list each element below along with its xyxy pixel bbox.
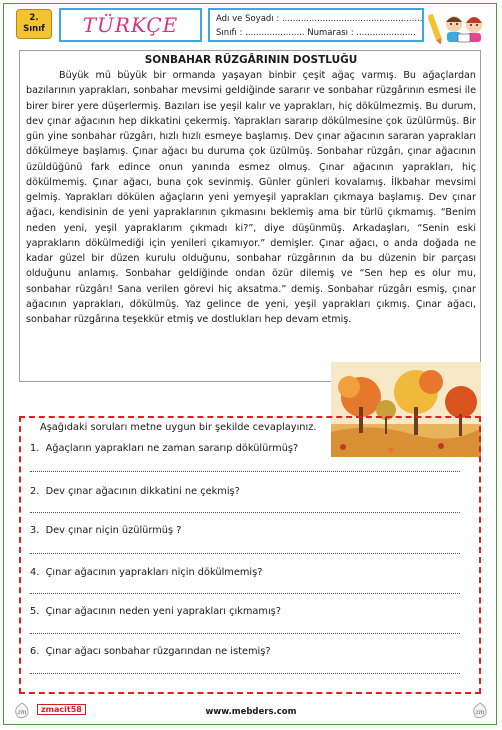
footer-url[interactable]: www.mebders.com (205, 707, 297, 717)
answer-line-6[interactable] (30, 673, 460, 674)
question-number: 1. (30, 443, 40, 454)
question-number: 5. (30, 606, 40, 617)
question-text: Ağaçların yaprakları ne zaman sararıp dökülürmüş? (45, 443, 299, 454)
question-text: Dev çınar niçin üzülürmüş ? (45, 525, 182, 536)
question-text: Çınar ağacı sonbahar rüzgarından ne istemiş? (45, 646, 271, 657)
question-text: Çınar ağacının yaprakları niçin dökülmemiş? (45, 567, 263, 578)
question-number: 2. (30, 486, 40, 497)
answer-line-5[interactable] (30, 633, 460, 634)
question-4 (30, 567, 262, 578)
question-1 (30, 443, 298, 454)
answer-line-2[interactable] (30, 512, 460, 513)
name-field-label: Adı ve Soyadı : .................................................... (216, 14, 423, 24)
subject-title-box (59, 8, 202, 42)
zm-logo-text: zm (17, 709, 27, 716)
question-number: 3. (30, 525, 40, 536)
grade-word: Sınıf (23, 24, 45, 34)
zm-logo-text: zm (475, 709, 485, 716)
question-6 (30, 646, 271, 657)
subject-title: TÜRKÇE (82, 13, 179, 37)
answer-line-3[interactable] (30, 553, 460, 554)
question-text: Çınar ağacının neden yeni yaprakları çıkmamış? (45, 606, 281, 617)
pencil-kids-illustration-icon (428, 6, 490, 44)
grade-number: 2. (29, 13, 39, 23)
class-number-field-label: Sınıfı : ...................... Numarası : ...................... (216, 28, 416, 38)
question-number: 4. (30, 567, 40, 578)
answer-line-1[interactable] (30, 471, 460, 472)
passage-title: SONBAHAR RÜZGÂRININ DOSTLUĞU (144, 54, 358, 66)
question-text: Dev çınar ağacının dikkatini ne çekmiş? (45, 486, 240, 497)
passage-text (26, 68, 476, 327)
zm-logo-icon-right (472, 702, 488, 720)
answer-line-4[interactable] (30, 593, 460, 594)
student-info-box (208, 8, 424, 42)
question-2 (30, 486, 240, 497)
passage-body: Büyük mü büyük bir ormanda yaşayan binbir çeşit ağaç varmış. Bu ağaçlardan bazılarının yaprakları, sonbahar mevsimi geldiğinde sararır ve sonbahar rüzgârının esmesi ile birer birer yere düşerlermiş. Bazıları ise yeşil kalır ve yaprakları, hiç dökülmezmiş. Bu durum, dev çınar ağacının hep dikkatini çekermiş. Yaprakları sararıp dökülmesine çok üzülürmüş. Bir gün yine sonbahar rüzgârı, hızlı hızlı esmeye başlamış. Dev çınar ağacının sararan yaprakları dökülmeye başlamış. Çınar ağacı bu duruma çok üzülmüş. Sonbahar rüzgârı, çınar ağacının üzüldüğünü fark edince onun yanında esmez olmuş. Çınar ağacının yaprakları, hiç dökülmemiş. Çınar ağacı, buna çok sevinmiş. Günler günleri kovalamış. İlkbahar mevsimi gelmiş. Yaprakları dökülen ağaçların yeni yemyeşil yaprakları çıkmaya başlamış. Dev çınar ağacı, kendisinin de yeni yapraklarının çıkmasını beklemiş ama bir türlü çıkmamış. “Benim neden yeni, yeşil yapraklarım çıkmadı ki?”, diye düşünmüş. Arkadaşları, “Senin eski yaprakların dökülmediği için yenileri çıkamıyor.” demişler. Çınar ağacı, o anda doğada ne kadar güzel bir düzen kurulu olduğunu, sonbahar rüzgârının da bu düzenin bir parçası olduğunu anlamış. Sonbahar geldiğinde ondan özür dilemiş ve “Sen hep es olur mu, sonbahar rüzgârı! Sana verilen görevi hiç aksatma.” demiş. Sonbahar rüzgârı esmiş, çınar ağacının yaprakları, dökülmüş. Yaz gelince de yeni, yeşil yaprakları çıkmış. Çınar ağacı, sonbahar rüzgârına teşekkür etmiş ve dostlukları hep devam etmiş. (26, 70, 476, 325)
questions-instruction: Aşağıdaki soruları metne uygun bir şekilde cevaplayınız. (40, 422, 317, 433)
grade-badge (16, 9, 52, 39)
question-3 (30, 525, 181, 536)
question-number: 6. (30, 646, 40, 657)
question-5 (30, 606, 281, 617)
author-tag: zmacit58 (37, 704, 86, 715)
